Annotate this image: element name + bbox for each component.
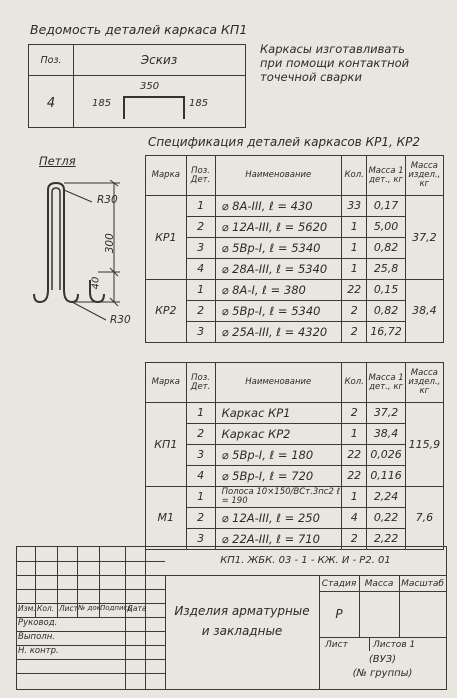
t2-h-massdet: Масса 1 дет., кг xyxy=(367,363,405,403)
t2-marka-kp1: КП1 xyxy=(146,403,187,487)
t2-cell: 0,116 xyxy=(367,466,405,487)
t2-cell: 3 xyxy=(186,529,215,550)
t2-cell: Полоса 10×150/ВСт.3пс2 ℓ = 190 xyxy=(215,487,341,508)
spec-table-2 xyxy=(145,362,444,550)
stamp-col-date: Дата xyxy=(127,604,147,613)
stamp-role-nkontr: Н. контр. xyxy=(18,646,59,656)
t1-cell: ⌀ 8А-III, ℓ = 430 xyxy=(215,196,341,217)
t1-cell: 22 xyxy=(341,280,367,301)
t2-h-massizd: Масса издел., кг xyxy=(405,363,443,403)
t2-mass-kp1: 115,9 xyxy=(405,403,443,487)
t1-cell: 2 xyxy=(186,301,215,322)
t1-cell: ⌀ 28А-III, ℓ = 5340 xyxy=(215,259,341,280)
t1-cell: 0,82 xyxy=(367,301,405,322)
stamp-gruppa: (№ группы) xyxy=(352,668,413,679)
t1-cell: 1 xyxy=(186,280,215,301)
t2-h-marka: Марка xyxy=(146,363,187,403)
t2-cell: 38,4 xyxy=(367,424,405,445)
t1-cell: 25,8 xyxy=(367,259,405,280)
t1-marka-kp2: КР2 xyxy=(146,280,187,343)
t1-h-name: Наименование xyxy=(215,156,341,196)
stamp-role-rukovod: Руковод. xyxy=(18,618,58,628)
note-line-1: Каркасы изготавливать xyxy=(260,42,405,56)
stamp-stadia-label: Стадия xyxy=(321,579,357,589)
t1-h-marka: Марка xyxy=(146,156,187,196)
t2-cell: 2 xyxy=(186,508,215,529)
petlya-drawing xyxy=(28,180,146,330)
t1-cell: 3 xyxy=(186,322,215,343)
petlya-dim-40: 40 xyxy=(90,276,102,290)
petlya-label: Петля xyxy=(39,154,76,168)
t1-cell: ⌀ 5Вр-I, ℓ = 5340 xyxy=(215,301,341,322)
t1-cell: 1 xyxy=(341,238,367,259)
t2-cell: Каркас КР1 xyxy=(215,403,341,424)
t2-cell: 2,22 xyxy=(367,529,405,550)
t1-h-kol: Кол. xyxy=(341,156,367,196)
t1-cell: 1 xyxy=(186,196,215,217)
t1-mass-kp1: 37,2 xyxy=(405,196,443,280)
t2-cell: 3 xyxy=(186,445,215,466)
stamp-list-label: Лист xyxy=(325,640,348,650)
stamp-masshtab-label: Масштаб xyxy=(401,579,444,589)
t2-mass-m1: 7,6 xyxy=(405,487,443,550)
petlya-dim-300: 300 xyxy=(103,233,116,254)
t1-cell: 0,15 xyxy=(367,280,405,301)
t2-cell: 2,24 xyxy=(367,487,405,508)
t2-cell: 4 xyxy=(186,466,215,487)
t1-cell: 2 xyxy=(341,322,367,343)
t2-cell: ⌀ 5Вр-I, ℓ = 720 xyxy=(215,466,341,487)
t1-cell: ⌀ 25А-III, ℓ = 4320 xyxy=(215,322,341,343)
t2-cell: 1 xyxy=(186,487,215,508)
t1-h-pos: Поз. Дет. xyxy=(186,156,215,196)
t2-cell: 0,22 xyxy=(367,508,405,529)
t2-cell: 22 xyxy=(341,466,367,487)
t1-cell: ⌀ 8А-I, ℓ = 380 xyxy=(215,280,341,301)
spec-title: Спецификация деталей каркасов КР1, КР2 xyxy=(148,135,420,149)
petlya-r-bottom: R30 xyxy=(110,314,131,326)
t2-cell: 2 xyxy=(186,424,215,445)
vedomost-title: Ведомость деталей каркаса КП1 xyxy=(30,22,248,37)
stamp-vuz: (ВУЗ) xyxy=(368,654,397,665)
stamp-col-kol: Кол. xyxy=(37,604,55,613)
t2-cell: 2 xyxy=(341,529,367,550)
note-line-2: при помощи контактной xyxy=(260,56,410,70)
t1-cell: 1 xyxy=(341,259,367,280)
t2-marka-m1: М1 xyxy=(146,487,187,550)
t2-cell: 1 xyxy=(186,403,215,424)
t1-cell: 16,72 xyxy=(367,322,405,343)
t1-cell: 2 xyxy=(186,217,215,238)
t1-cell: 0,17 xyxy=(367,196,405,217)
t1-cell: ⌀ 12А-III, ℓ = 5620 xyxy=(215,217,341,238)
t2-cell: ⌀ 22А-III, ℓ = 710 xyxy=(215,529,341,550)
t2-cell: 1 xyxy=(341,424,367,445)
stamp-listov-label: Листов 1 xyxy=(373,640,416,650)
t1-cell: ⌀ 5Вр-I, ℓ = 5340 xyxy=(215,238,341,259)
t2-h-name: Наименование xyxy=(215,363,341,403)
u-bar-sketch xyxy=(119,91,189,121)
stamp-code: КП1. ЖБК. 03 - 1 - КЖ. И - Р2. 01 xyxy=(220,555,391,566)
petlya-r-top: R30 xyxy=(97,194,118,206)
vedomost-table xyxy=(28,44,246,128)
t1-h-massdet: Масса 1 дет., кг xyxy=(367,156,405,196)
t2-cell: 4 xyxy=(341,508,367,529)
stamp-title-1: Изделия арматурные xyxy=(174,604,310,618)
stamp-title-2: и закладные xyxy=(201,624,283,638)
stamp-col-list: Лист xyxy=(59,604,79,613)
stamp-col-ndoc: № док. xyxy=(78,604,104,612)
t1-cell: 5,00 xyxy=(367,217,405,238)
t2-cell: 37,2 xyxy=(367,403,405,424)
t1-cell: 2 xyxy=(341,301,367,322)
stamp-col-izm: Изм. xyxy=(18,604,36,613)
t1-cell: 3 xyxy=(186,238,215,259)
stamp-col-sign: Подпись xyxy=(100,604,132,612)
t2-cell: 22 xyxy=(341,445,367,466)
vedomost-pos-header: Поз. xyxy=(40,55,62,66)
t1-cell: 33 xyxy=(341,196,367,217)
dim-right: 185 xyxy=(189,98,209,109)
spec-table-1 xyxy=(145,155,444,343)
dim-top: 350 xyxy=(140,81,160,92)
t2-h-kol: Кол. xyxy=(341,363,367,403)
t1-cell: 1 xyxy=(341,217,367,238)
t2-cell: ⌀ 5Вр-I, ℓ = 180 xyxy=(215,445,341,466)
t2-cell: ⌀ 12А-III, ℓ = 250 xyxy=(215,508,341,529)
stamp-massa-label: Масса xyxy=(364,579,394,589)
t2-cell: Каркас КР2 xyxy=(215,424,341,445)
t1-marka-kp1: КР1 xyxy=(146,196,187,280)
t2-cell: 2 xyxy=(341,403,367,424)
stamp-stadia-value: Р xyxy=(335,607,343,621)
note-line-3: точечной сварки xyxy=(260,70,362,84)
t1-cell: 0,82 xyxy=(367,238,405,259)
vedomost-sketch-header: Эскиз xyxy=(140,53,178,67)
stamp-role-vypoln: Выполн. xyxy=(18,632,55,642)
t2-cell: 0,026 xyxy=(367,445,405,466)
dim-left: 185 xyxy=(92,98,112,109)
t2-cell: 1 xyxy=(341,487,367,508)
t1-h-massizd: Масса издел., кг xyxy=(405,156,443,196)
t2-h-pos: Поз. Дет. xyxy=(186,363,215,403)
t1-mass-kp2: 38,4 xyxy=(405,280,443,343)
title-block xyxy=(16,546,447,690)
t1-cell: 4 xyxy=(186,259,215,280)
vedomost-pos-value: 4 xyxy=(46,96,56,111)
